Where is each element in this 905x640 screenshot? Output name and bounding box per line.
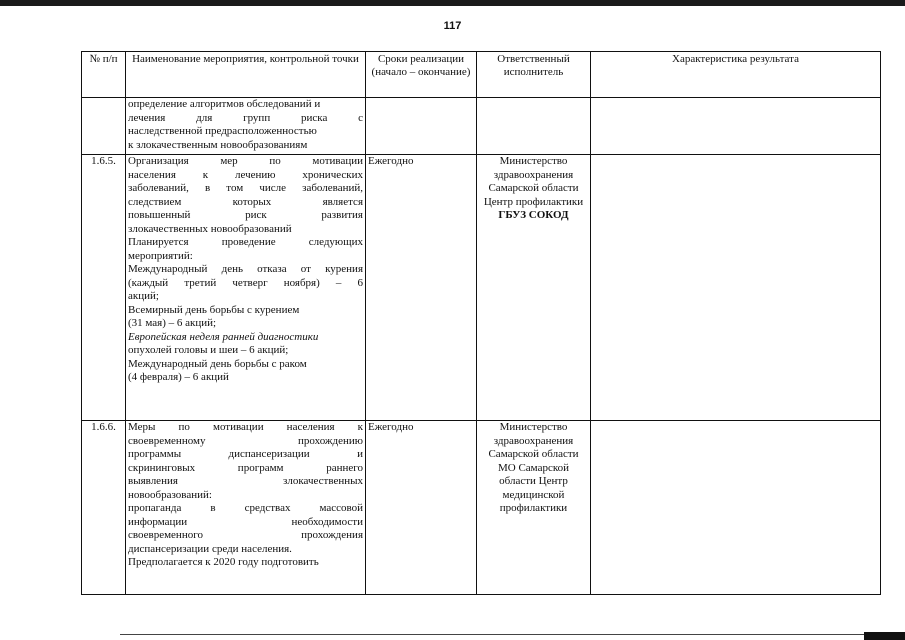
description-line: следствием которых является bbox=[128, 195, 363, 208]
description-line: наследственной предрасположенностью bbox=[128, 125, 317, 137]
table-row bbox=[82, 421, 881, 595]
description-line: лечения для групп риска с bbox=[128, 111, 363, 124]
row-result bbox=[591, 421, 881, 595]
page-number: 117 bbox=[443, 20, 462, 32]
description-line: Планируется проведение следующих bbox=[128, 236, 363, 248]
description-line: заболеваний, в том числе заболеваний, bbox=[128, 182, 363, 194]
row-number: 1.6.5. bbox=[82, 155, 126, 421]
row-description bbox=[126, 98, 366, 155]
row-executor bbox=[477, 98, 591, 155]
description-line: повышенный риск развития bbox=[128, 209, 363, 221]
description-line: Организация мер по мотивации bbox=[128, 155, 363, 167]
header-name: Наименование мероприятия, контрольной точки bbox=[126, 52, 366, 98]
bottom-border-rule bbox=[120, 634, 905, 635]
table-row bbox=[82, 155, 881, 421]
description-line: злокачественных новообразований bbox=[128, 222, 292, 235]
header-executor: Ответственный исполнитель bbox=[477, 52, 591, 98]
row-result bbox=[591, 155, 881, 421]
executor-organization: ГБУЗ СОКОД bbox=[498, 209, 569, 221]
row-executor: Министерство здравоохранения Самарской области МО Самарской области Центр медицинской профилактики bbox=[477, 421, 591, 595]
description-line: населения к лечению хронических bbox=[128, 168, 363, 181]
header-num: № п/п bbox=[82, 52, 126, 98]
description-line: мероприятий: bbox=[128, 249, 193, 262]
description-line: (каждый третий четверг ноября) – 6 bbox=[128, 276, 363, 289]
description-line: информации необходимости bbox=[128, 515, 363, 528]
description-line: опухолей головы и шеи – 6 акций; bbox=[128, 344, 289, 356]
description-line: новообразований: bbox=[128, 488, 212, 501]
description-line: пропаганда в средствах массовой bbox=[128, 502, 363, 514]
description-line: своевременного прохождения bbox=[128, 529, 363, 541]
table-row bbox=[82, 98, 881, 155]
header-row bbox=[82, 52, 881, 98]
header-result: Характеристика результата bbox=[591, 52, 881, 98]
row-description bbox=[126, 421, 366, 595]
scan-corner-mark bbox=[864, 632, 905, 640]
description-line: Предполагается к 2020 году подготовить bbox=[128, 556, 319, 568]
description-line: выявления злокачественных bbox=[128, 475, 363, 487]
description-line: Международный день отказа от курения bbox=[128, 263, 363, 275]
measures-table bbox=[81, 51, 881, 595]
description-line: к злокачественным новообразованиям bbox=[128, 138, 308, 151]
row-number: 1.6.6. bbox=[82, 421, 126, 595]
description-line: Меры по мотивации населения к bbox=[128, 421, 363, 433]
row-result bbox=[591, 98, 881, 155]
description-line: Международный день борьбы с раком bbox=[128, 357, 307, 370]
description-line: программы диспансеризации и bbox=[128, 448, 363, 460]
row-description bbox=[126, 155, 366, 421]
row-number bbox=[82, 98, 126, 155]
description-line: своевременному прохождению bbox=[128, 434, 363, 447]
row-terms: Ежегодно bbox=[366, 421, 477, 595]
description-line: акций; bbox=[128, 290, 159, 302]
description-line: диспансеризации среди населения. bbox=[128, 542, 292, 555]
row-terms: Ежегодно bbox=[366, 155, 477, 421]
description-line: определение алгоритмов обследований и bbox=[128, 98, 321, 110]
row-executor: Министерство здравоохранения Самарской области Центр профилактики ГБУЗ СОКОД bbox=[477, 155, 591, 421]
row-terms bbox=[366, 98, 477, 155]
top-border-rule bbox=[0, 0, 905, 6]
description-line: скрининговых программ раннего bbox=[128, 461, 363, 474]
description-line: (31 мая) – 6 акций; bbox=[128, 317, 217, 329]
description-line: (4 февраля) – 6 акций bbox=[128, 371, 229, 383]
header-terms: Сроки реализации (начало – окончание) bbox=[366, 52, 477, 98]
description-line: Всемирный день борьбы с курением bbox=[128, 303, 300, 316]
description-line: Европейская неделя ранней диагностики bbox=[128, 330, 319, 343]
